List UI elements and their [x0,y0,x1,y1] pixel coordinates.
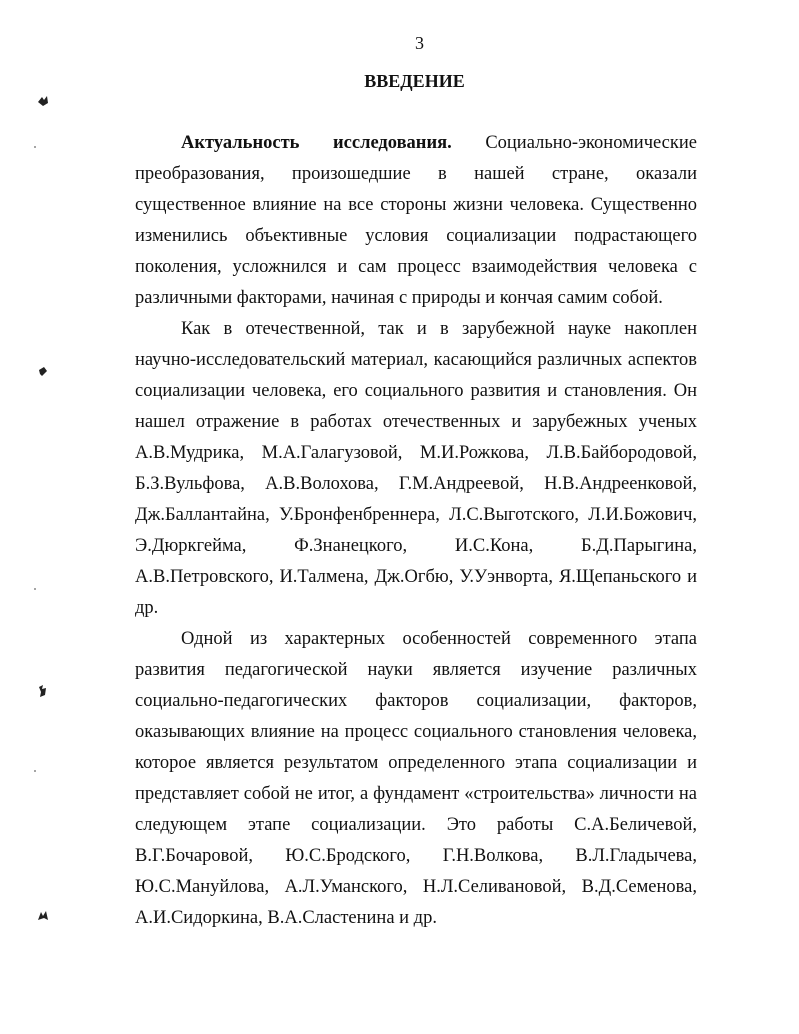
scan-mark [36,683,50,699]
paragraph-line: изменились объективные условия социализации подрастающего [135,226,697,246]
scan-speck [34,588,36,590]
paragraph-line: А.В.Петровского, И.Талмена, Дж.Огбю, У.Уэнворта, Я.Щепаньского и [135,567,697,587]
paragraph-line: социализации человека, его социального развития и становления. Он [135,381,697,401]
paragraph-line: Как в отечественной, так и в зарубежной науке накоплен [181,319,697,339]
paragraph-line: В.Г.Бочаровой, Ю.С.Бродского, Г.Н.Волкова, В.Л.Гладычева, [135,846,697,866]
paragraph-line: А.В.Мудрика, М.А.Галагузовой, М.И.Рожкова, Л.В.Байбородовой, [135,443,697,463]
paragraph-line: представляет собой не итог, а фундамент «строительства» личности на [135,784,697,804]
paragraph-line: оказывающих влияние на процесс социального становления человека, [135,722,697,742]
paragraph-line: Одной из характерных особенностей современного этапа [181,629,697,649]
paragraph-line: развития педагогической науки является изучение различных [135,660,697,680]
paragraph-line: научно-исследовательский материал, касающийся различных аспектов [135,350,697,370]
paragraph-line: социально-педагогических факторов социализации, факторов, [135,691,697,711]
paragraph-line: существенное влияние на все стороны жизни человека. Существенно [135,195,697,215]
page-number: 3 [415,33,424,53]
paragraph-line: Дж.Баллантайна, У.Бронфенбреннера, Л.С.Выготского, Л.И.Божович, [135,505,697,525]
paragraph-line: др. [135,598,159,618]
paragraph-line: преобразования, произошедшие в нашей стране, оказали [135,164,697,184]
paragraph-line: Ю.С.Мануйлова, А.Л.Уманского, Н.Л.Селивановой, В.Д.Семенова, [135,877,697,897]
scan-mark [36,94,50,108]
paragraph-line: поколения, усложнился и сам процесс взаимодействия человека с [135,257,697,277]
scan-speck [34,146,36,148]
scan-speck [34,770,36,772]
paragraph-line: нашел отражение в работах отечественных и зарубежных ученых [135,412,697,432]
paragraph-line: которое является результатом определенного этапа социализации и [135,753,697,773]
topic-lead: Актуальность исследования. [181,133,452,153]
paragraph-line: следующем этапе социализации. Это работы С.А.Беличевой, [135,815,697,835]
paragraph-line [181,128,697,159]
paragraph-line: Б.З.Вульфова, А.В.Волохова, Г.М.Андреевой, Н.В.Андреенковой, [135,474,697,494]
paragraph-line: различными факторами, начиная с природы и кончая самим собой. [135,288,663,308]
line-text: Социально-экономические [451,133,697,153]
paragraph-line: Э.Дюркгейма, Ф.Знанецкого, И.С.Кона, Б.Д.Парыгина, [135,536,697,556]
section-heading: ВВЕДЕНИЕ [364,71,465,91]
paragraph-line: А.И.Сидоркина, В.А.Сластенина и др. [135,908,437,928]
scan-mark [36,364,50,378]
scan-mark [36,908,50,924]
